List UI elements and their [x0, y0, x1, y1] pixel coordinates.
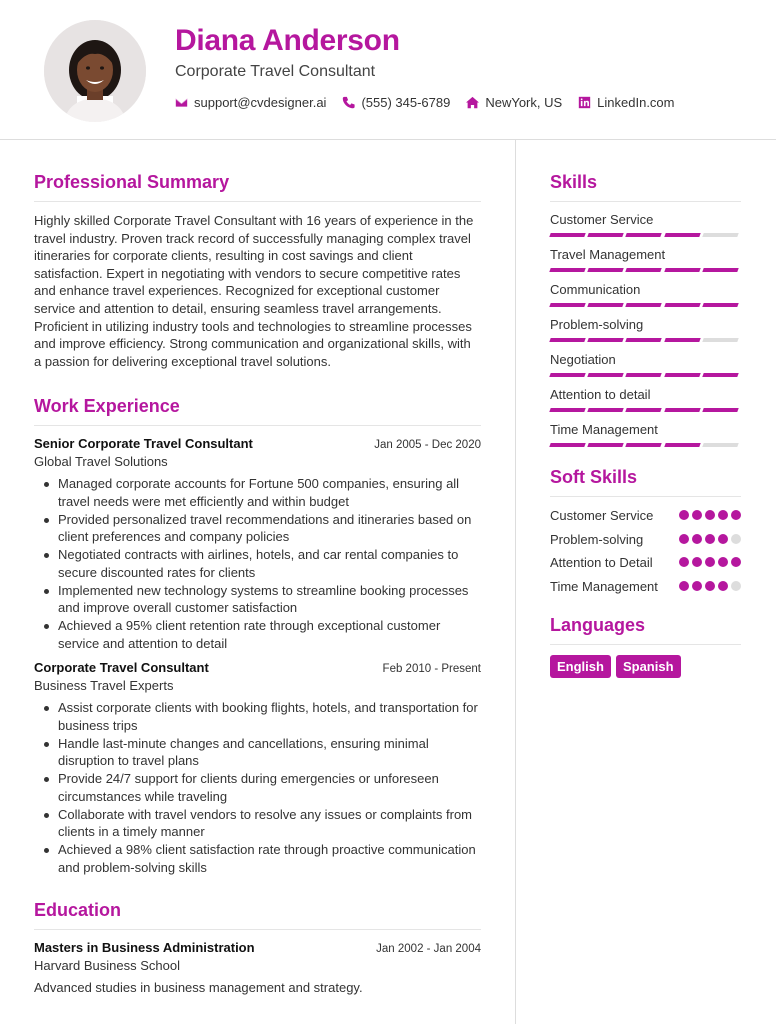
- soft-skill-name: Problem-solving: [550, 531, 644, 547]
- contact-email[interactable]: [175, 95, 326, 110]
- rating-dot: [679, 581, 689, 591]
- main-column: [34, 172, 481, 995]
- soft-skill-name: Customer Service: [550, 508, 654, 523]
- bullet-item: Assist corporate clients with booking flights, hotels, and transportation for business trips: [34, 699, 481, 734]
- contact-location[interactable]: [466, 95, 562, 110]
- education-heading: Education: [34, 900, 481, 930]
- skill-level-segment: [587, 303, 624, 307]
- languages-list: [550, 655, 741, 678]
- skill-level-segment: [587, 338, 624, 342]
- skill-level-segment: [702, 443, 739, 447]
- skill-level-segment: [702, 338, 739, 342]
- skill-level-segment: [587, 408, 624, 412]
- bullet-item: Implemented new technology systems to streamline booking processes and improve overall customer satisfaction: [34, 582, 481, 617]
- skill-level-segment: [626, 268, 663, 272]
- job-date: Feb 2010 - Present: [382, 663, 481, 676]
- skill-level-segment: [587, 233, 624, 237]
- skill-level-segment: [702, 373, 739, 377]
- linkedin-icon: [578, 96, 591, 109]
- job-company: Business Travel Experts: [34, 678, 174, 694]
- candidate-title: Corporate Travel Consultant: [175, 63, 376, 80]
- job-entry: [34, 660, 481, 876]
- rating-dot: [718, 534, 728, 544]
- envelope-icon: [175, 96, 188, 109]
- skill-level-segment: [626, 303, 663, 307]
- rating-dot: [692, 534, 702, 544]
- job-company: Global Travel Solutions: [34, 454, 168, 470]
- soft-skill-item: [550, 507, 741, 525]
- rating-dot: [692, 510, 702, 520]
- rating-dot: [731, 510, 741, 520]
- phone-icon: [342, 96, 355, 109]
- experience-heading: Work Experience: [34, 396, 481, 426]
- job-bullets: [34, 475, 481, 652]
- skill-level-segment: [702, 233, 739, 237]
- job-bullets: [34, 699, 481, 876]
- job-entry: [34, 436, 481, 652]
- bullet-item: Negotiated contracts with airlines, hotels, and car rental companies to secure discounted rates for clients: [34, 546, 481, 581]
- rating-dot: [731, 581, 741, 591]
- contact-list: [175, 95, 691, 110]
- skill-item: [550, 317, 741, 342]
- rating-dot: [705, 557, 715, 567]
- skill-level-segment: [626, 373, 663, 377]
- education-date: Jan 2002 - Jan 2004: [376, 943, 481, 956]
- skill-level-segment: [549, 268, 586, 272]
- job-title: Senior Corporate Travel Consultant: [34, 436, 253, 452]
- skill-level-segment: [626, 233, 663, 237]
- education-entry: [34, 940, 481, 995]
- bullet-item: Handle last-minute changes and cancellations, ensuring minimal disruption to travel plans: [34, 735, 481, 770]
- soft-skill-item: [550, 578, 741, 596]
- rating-dot: [731, 557, 741, 567]
- resume-header: [0, 0, 776, 140]
- skill-name: Problem-solving: [550, 317, 644, 332]
- skill-level-bar: [550, 233, 741, 237]
- soft-skills-heading: Soft Skills: [550, 467, 741, 497]
- soft-skill-rating: [676, 510, 741, 520]
- skill-level-bar: [550, 408, 741, 412]
- skill-level-segment: [626, 443, 663, 447]
- skill-level-bar: [550, 443, 741, 447]
- soft-skill-rating: [676, 581, 741, 591]
- contact-phone-text: (555) 345-6789: [361, 95, 451, 110]
- skill-level-segment: [664, 233, 701, 237]
- rating-dot: [705, 510, 715, 520]
- skills-list: [550, 212, 741, 447]
- skill-level-segment: [549, 303, 586, 307]
- contact-location-text: NewYork, US: [485, 95, 563, 110]
- job-date: Jan 2005 - Dec 2020: [374, 439, 481, 452]
- skill-level-segment: [664, 408, 701, 412]
- skill-level-segment: [587, 443, 624, 447]
- languages-heading: Languages: [550, 615, 741, 645]
- summary-text: Highly skilled Corporate Travel Consultant with 16 years of experience in the travel industry. Proven track record of successfully managing complex travel itineraries for corporate clients, resulting in cost savings and client satisfaction. Expert in negotiating with vendors to secure competitive rates and enhance travel experiences. Recognized for exceptional customer service and attention to detail, ensuring seamless travel arrangements. Proficient in utilizing industry tools and technologies to streamline processes and improve efficiency. Strong communication and organizational skills, with a passion for delivering exceptional travel solutions.: [34, 213, 474, 369]
- skill-name: Communication: [550, 282, 641, 297]
- skill-level-segment: [587, 373, 624, 377]
- column-divider: [515, 140, 516, 1024]
- skill-item: [550, 422, 741, 447]
- skill-level-segment: [702, 268, 739, 272]
- rating-dot: [718, 510, 728, 520]
- skill-level-segment: [664, 268, 701, 272]
- skill-level-segment: [702, 408, 739, 412]
- school-name: Harvard Business School: [34, 958, 180, 974]
- skill-item: [550, 352, 741, 377]
- skill-name: Attention to detail: [550, 387, 651, 402]
- rating-dot: [692, 557, 702, 567]
- soft-skill-rating: [676, 557, 741, 567]
- skill-item: [550, 247, 741, 272]
- skill-name: Time Management: [550, 422, 658, 437]
- rating-dot: [705, 581, 715, 591]
- sidebar-column: [550, 172, 741, 678]
- skill-level-segment: [664, 373, 701, 377]
- bullet-item: Provided personalized travel recommendations and itineraries based on client preferences and company policies: [34, 511, 481, 546]
- skill-item: [550, 282, 741, 307]
- profile-photo: [44, 20, 146, 122]
- skill-level-segment: [549, 443, 586, 447]
- bullet-item: Provide 24/7 support for clients during emergencies or unforeseen circumstances while traveling: [34, 770, 481, 805]
- skill-item: [550, 387, 741, 412]
- skill-level-segment: [549, 233, 586, 237]
- candidate-name: Diana Anderson: [175, 24, 400, 57]
- skill-level-segment: [702, 303, 739, 307]
- skill-level-segment: [664, 303, 701, 307]
- skills-heading: Skills: [550, 172, 741, 202]
- rating-dot: [731, 534, 741, 544]
- contact-phone[interactable]: [342, 95, 450, 110]
- skill-level-segment: [549, 338, 586, 342]
- skill-level-segment: [549, 373, 586, 377]
- rating-dot: [718, 557, 728, 567]
- soft-skills-list: [550, 507, 741, 595]
- skill-name: Travel Management: [550, 247, 666, 262]
- contact-linkedin[interactable]: [578, 95, 674, 110]
- rating-dot: [679, 534, 689, 544]
- bullet-item: Collaborate with travel vendors to resolve any issues or complaints from clients in a timely manner: [34, 806, 481, 841]
- skill-level-segment: [587, 268, 624, 272]
- language-badge: Spanish: [616, 655, 681, 678]
- bullet-item: Achieved a 98% client satisfaction rate through proactive communication and problem-solving skills: [34, 841, 481, 876]
- education-description: Advanced studies in business management and strategy.: [34, 980, 363, 996]
- soft-skill-item: [550, 554, 741, 572]
- bullet-item: Achieved a 95% client retention rate through exceptional customer service and attention to detail: [34, 617, 481, 652]
- rating-dot: [692, 581, 702, 591]
- skill-name: Negotiation: [550, 352, 616, 367]
- rating-dot: [705, 534, 715, 544]
- skill-level-segment: [664, 443, 701, 447]
- soft-skill-rating: [676, 534, 741, 544]
- skill-name: Customer Service: [550, 212, 654, 227]
- home-icon: [466, 96, 479, 109]
- rating-dot: [718, 581, 728, 591]
- skill-level-bar: [550, 268, 741, 272]
- skill-level-bar: [550, 303, 741, 307]
- soft-skill-item: [550, 531, 741, 549]
- bullet-item: Managed corporate accounts for Fortune 500 companies, ensuring all travel needs were met efficiently and within budget: [34, 475, 481, 510]
- skill-level-segment: [664, 338, 701, 342]
- skill-level-segment: [626, 338, 663, 342]
- degree-title: Masters in Business Administration: [34, 940, 255, 956]
- summary-heading: Professional Summary: [34, 172, 481, 202]
- rating-dot: [679, 557, 689, 567]
- soft-skill-name: Attention to Detail: [550, 555, 653, 570]
- contact-linkedin-text: LinkedIn.com: [597, 95, 675, 110]
- soft-skill-name: Time Management: [550, 578, 658, 594]
- skill-level-bar: [550, 338, 741, 342]
- skill-item: [550, 212, 741, 237]
- rating-dot: [679, 510, 689, 520]
- contact-email-text: support@cvdesigner.ai: [194, 95, 327, 110]
- job-title: Corporate Travel Consultant: [34, 660, 209, 676]
- skill-level-segment: [626, 408, 663, 412]
- skill-level-segment: [549, 408, 586, 412]
- skill-level-bar: [550, 373, 741, 377]
- language-badge: English: [550, 655, 611, 678]
